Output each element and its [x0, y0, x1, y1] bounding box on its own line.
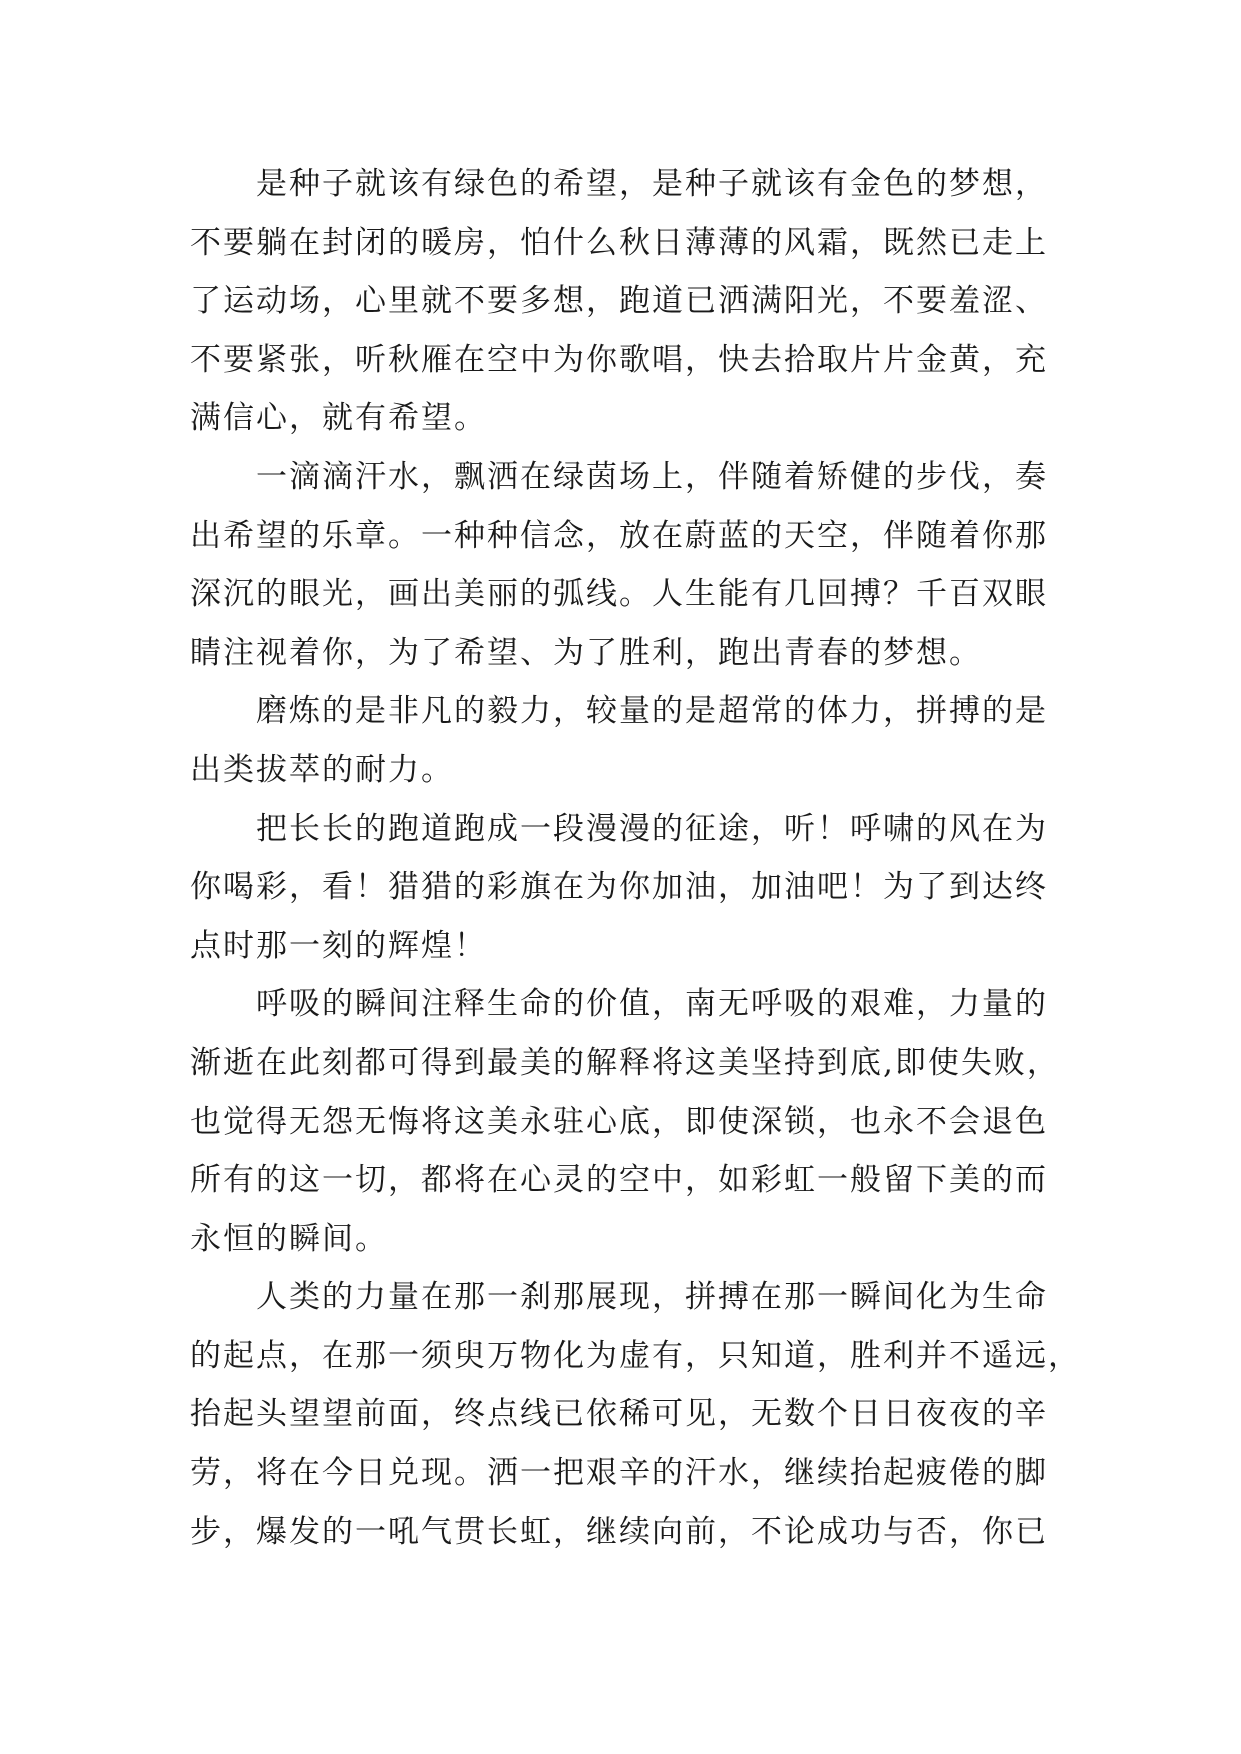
- text-line: 步，爆发的一吼气贯长虹，继续向前，不论成功与否，你已: [190, 1513, 1048, 1550]
- text-line: 不要躺在封闭的暖房，怕什么秋日薄薄的风霜，既然已走上: [190, 224, 1048, 261]
- text-line: 你喝彩，看！猎猎的彩旗在为你加油，加油吧！为了到达终: [190, 869, 1048, 906]
- paragraph: [190, 800, 1070, 976]
- text-line: 出希望的乐章。一种种信念，放在蔚蓝的天空，伴随着你那: [190, 517, 1048, 554]
- text-line: 点时那一刻的辉煌！: [190, 927, 487, 964]
- text-line: 的起点，在那一须臾万物化为虚有，只知道，胜利并不遥远，: [190, 1337, 1081, 1374]
- text-line: 不要紧张，听秋雁在空中为你歌唱，快去拾取片片金黄，充: [190, 341, 1048, 378]
- paragraph: [190, 682, 1070, 799]
- paragraph: [190, 1268, 1081, 1561]
- text-line: 深沉的眼光，画出美丽的弧线。人生能有几回搏？千百双眼: [190, 576, 1048, 613]
- text-line: 是种子就该有绿色的希望，是种子就该有金色的梦想，: [256, 166, 1048, 202]
- text-line: 渐逝在此刻都可得到最美的解释将这美坚持到底,即使失败，: [190, 1044, 1060, 1081]
- text-line: 所有的这一切，都将在心灵的空中，如彩虹一般留下美的而: [190, 1162, 1048, 1199]
- text-line: 了运动场，心里就不要多想，跑道已洒满阳光，不要羞涩、: [190, 283, 1048, 320]
- text-line: 一滴滴汗水，飘洒在绿茵场上，伴随着矫健的步伐，奏: [256, 458, 1048, 495]
- paragraph: [190, 155, 1070, 448]
- text-line: 人类的力量在那一刹那展现，拼搏在那一瞬间化为生命: [256, 1279, 1048, 1316]
- text-line: 睛注视着你，为了希望、为了胜利，跑出青春的梦想。: [190, 634, 982, 671]
- text-line: 永恒的瞬间。: [190, 1220, 388, 1257]
- text-line: 出类拔萃的耐力。: [190, 751, 454, 788]
- text-line: 抬起头望望前面，终点线已依稀可见，无数个日日夜夜的辛: [190, 1396, 1048, 1433]
- text-line: 呼吸的瞬间注释生命的价值，南无呼吸的艰难，力量的: [256, 986, 1048, 1023]
- text-line: 把长长的跑道跑成一段漫漫的征途，听！呼啸的风在为: [256, 810, 1048, 847]
- paragraph: [190, 448, 1070, 682]
- text-line: 劳，将在今日兑现。洒一把艰辛的汗水，继续抬起疲倦的脚: [190, 1455, 1048, 1492]
- text-line: 也觉得无怨无悔将这美永驻心底，即使深锁，也永不会退色: [190, 1103, 1048, 1140]
- document-body: [190, 155, 1081, 1561]
- text-line: 磨炼的是非凡的毅力，较量的是超常的体力，拼搏的是: [256, 693, 1048, 730]
- paragraph: [190, 975, 1070, 1268]
- text-line: 满信心，就有希望。: [190, 400, 487, 437]
